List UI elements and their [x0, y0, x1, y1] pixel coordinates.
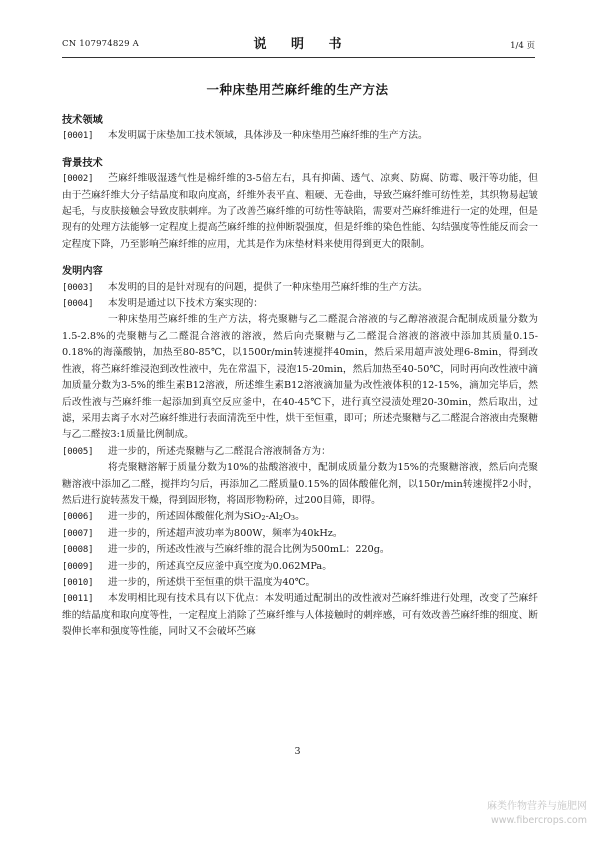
paragraph-0002	[62, 171, 538, 253]
paragraph-text: 进一步的，所述壳聚糖与乙二醛混合溶液制备方为：	[108, 445, 331, 457]
document-type-heading: 说 明 书	[253, 37, 352, 52]
page-number: 3	[294, 746, 301, 757]
watermark-site-name: 麻类作物营养与施肥网	[487, 801, 587, 812]
paragraph-number: [0004]	[62, 299, 94, 310]
paragraph-text: 本发明的目的是针对现有的问题，提供了一种床垫用苎麻纤维的生产方法。	[108, 281, 428, 293]
page-label: 1/4 页	[510, 41, 535, 51]
paragraph-0005	[62, 444, 538, 460]
paragraph-text: 本发明属于床垫加工技术领域，具体涉及一种床垫用苎麻纤维的生产方法。	[108, 130, 428, 142]
document-title: 一种床垫用苎麻纤维的生产方法	[206, 82, 389, 97]
formula-subscript: 2	[261, 514, 266, 523]
paragraph-number: [0005]	[62, 446, 94, 457]
paragraph-0003	[62, 280, 538, 296]
paragraph-number: [0002]	[62, 174, 94, 185]
paragraph-number: [0007]	[62, 528, 94, 539]
paragraph-text: 苎麻纤维吸湿透气性是棉纤维的3-5倍左右，具有抑菌、透气、凉爽、防腐、防霉、吸汗等功能，但由于苎麻纤维大分子结晶度和取向度高，纤维外表平直、粗硬、无卷曲，导致苎麻纤维可纺性差，其织物易起皱起毛，与皮肤接触会导致皮肤刺痒。为了改善苎麻纤维的可纺性等缺陷，需要对苎麻纤维进行一定的处理，但是现有的处理方法能够一定程度上提高苎麻纤维的拉伸断裂强度，但是纤维的染色性能、勾结强度等性能反而会一定程度下降，乃至影响苎麻纤维的应用，尤其是作为床垫材料来使用得到更大的限制。	[62, 173, 538, 250]
paragraph-number: [0001]	[62, 131, 94, 142]
paragraph-0007	[62, 526, 538, 542]
paragraph-0011	[62, 591, 538, 640]
paragraph-0005-continued: 将壳聚糖溶解于质量分数为10%的盐酸溶液中，配制成质量分数为15%的壳聚糖溶液，然后向壳聚糖溶液中添加乙二醛，搅拌均匀后，再添加乙二醛质量0.15%的固体酸催化剂，以150r/min转速搅拌2小时，然后进行旋转蒸发干燥，得到固形物，将固形物粉碎，过200目筛，即得。	[62, 462, 538, 506]
paragraph-text: 本发明相比现有技术具有以下优点：本发明通过配制出的改性液对苎麻纤维进行处理，改变了苎麻纤维的结晶度和取向度等性，一定程度上消除了苎麻纤维与人体接触时的刺痒感，可有效改善苎麻纤维的细度、断裂伸长率和强度等性能，同时又不会破坏苎麻	[62, 593, 538, 638]
section-heading-summary: 发明内容	[62, 265, 103, 278]
paragraph-number: [0008]	[62, 545, 94, 556]
watermark	[487, 800, 587, 828]
paragraph-0004	[62, 296, 538, 312]
paragraph-text: 本发明是通过以下技术方案实现的：	[108, 298, 263, 310]
section-heading-background: 背景技术	[62, 156, 103, 169]
formula-subscript: 3	[290, 514, 296, 523]
section-heading-technical-field: 技术领域	[62, 114, 103, 126]
document-body	[62, 112, 538, 641]
paragraph-text: 进一步的，所述烘干至恒重的烘干温度为40℃。	[108, 576, 316, 588]
formula-text: 。	[295, 511, 305, 523]
formula-subscript: 2	[278, 514, 283, 523]
watermark-url: www.fibercrops.com	[490, 815, 587, 826]
paragraph-text: 进一步的，所述真空反应釜中真空度为0.062MPa。	[108, 560, 332, 572]
paragraph-0001	[62, 128, 538, 144]
paragraph-0008	[62, 542, 538, 558]
paragraph-number: [0006]	[62, 512, 94, 523]
patent-number: CN 107974829 A	[62, 39, 139, 49]
paragraph-text: 进一步的，所述超声波功率为800W，频率为40kHz。	[108, 527, 343, 539]
formula-text: -Al	[265, 511, 279, 523]
paragraph-0010	[62, 575, 538, 591]
formula-text: 进一步的，所述固体酸催化剂为SiO	[108, 511, 262, 523]
paragraph-0004-continued: 一种床垫用苎麻纤维的生产方法，将壳聚糖与乙二醛混合溶液的与乙醇溶液混合配制成质量分数为1.5-2.8%的壳聚糖与乙二醛混合溶液的溶液，然后向壳聚糖与乙二醛混合溶液的溶液中添加其质量0.15-0.18%的海藻酸钠，加热至80-85℃，以1500r/min转速搅拌40min，然后采用超声波处理6-8min，得到改性液，将苎麻纤维浸泡到改性液中，先在常温下，浸泡15-20min，然后加热至40-50℃，同时再向改性液中滴加质量分数为3-5%的维生素B12溶液，所述维生素B12溶液滴加量为改性液体积的12-15%，滴加完毕后，然后改性液与苎麻纤维一起添加到真空反应釜中，在40-45℃下，进行真空浸渍处理20-30min，然后取出，过滤，采用去离子水对苎麻纤维进行表面清洗至中性，烘干至恒重，即可；所述壳聚糖与乙二醛混合溶液由壳聚糖与乙二醛按3:1质量比例制成。	[62, 314, 538, 441]
paragraph-number: [0011]	[62, 594, 94, 605]
paragraph-0009	[62, 559, 538, 575]
paragraph-number: [0010]	[62, 577, 94, 588]
paragraph-text: 进一步的，所述改性液与苎麻纤维的混合比例为500mL：220g。	[108, 544, 390, 556]
formula-text: O	[282, 511, 291, 523]
paragraph-number: [0009]	[62, 561, 94, 572]
paragraph-text	[108, 511, 305, 522]
paragraph-0006	[62, 509, 538, 525]
header-divider	[62, 57, 535, 58]
paragraph-number: [0003]	[62, 282, 94, 293]
